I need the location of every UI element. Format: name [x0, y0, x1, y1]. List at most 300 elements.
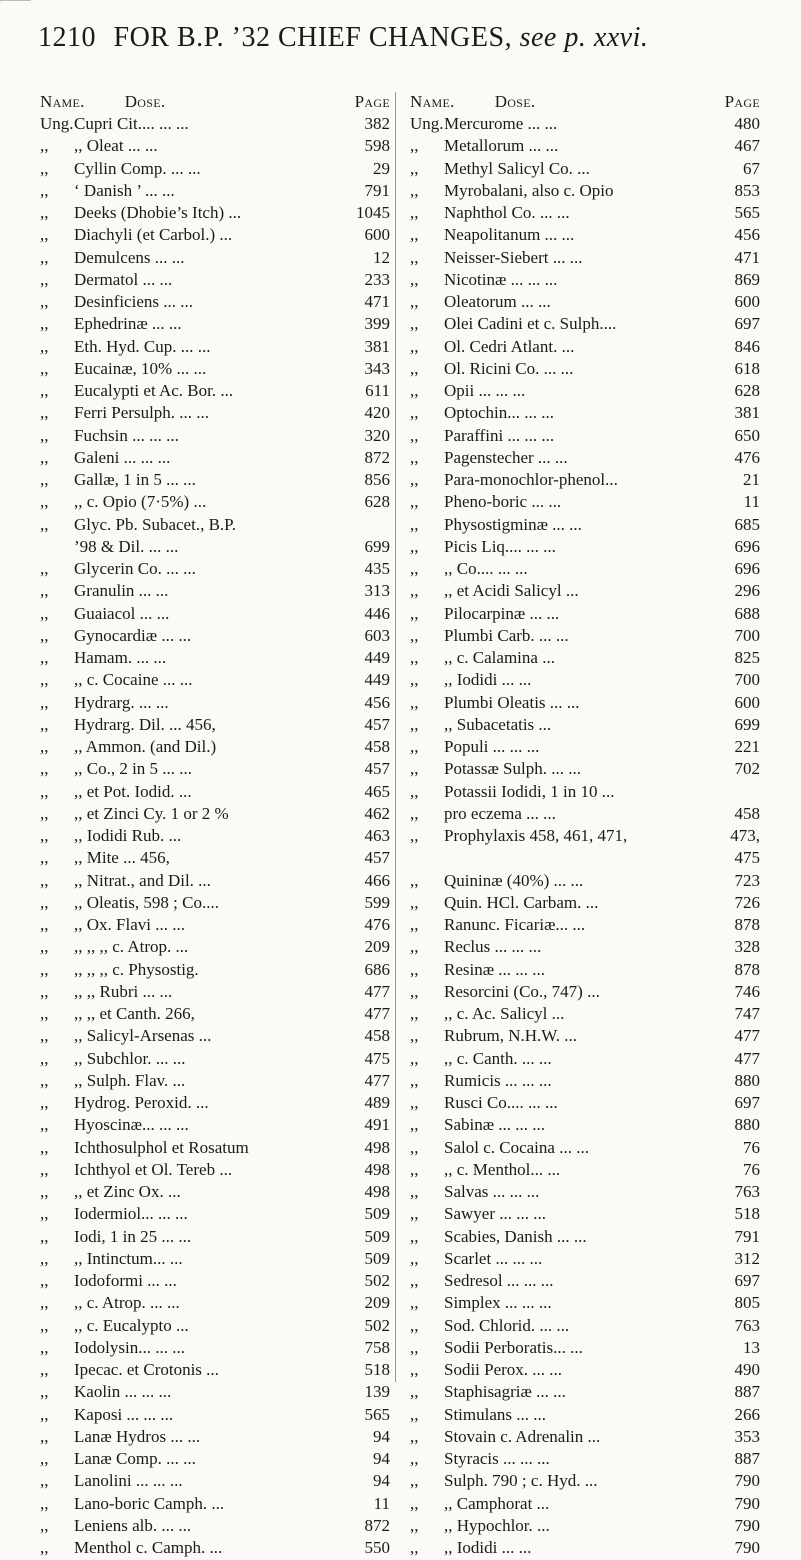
entry-page: 509 [364, 1248, 390, 1268]
entry-prefix: ,, [410, 447, 419, 467]
index-entry [410, 181, 760, 203]
entry-name: Eucainæ, 10% ... ... [74, 358, 207, 378]
entry-prefix: ,, [40, 559, 49, 578]
entry-page: 221 [734, 737, 760, 756]
index-entry [40, 782, 390, 804]
entry-prefix: ,, [40, 959, 49, 979]
left-column-header [40, 92, 390, 114]
entry-page: 457 [364, 848, 390, 868]
entry-name: Quininæ (40%) ... ... [444, 870, 584, 890]
entry-prefix: ,, [410, 892, 419, 912]
entry-page: 76 [743, 1159, 760, 1179]
index-entry [410, 403, 760, 425]
entry-name: Pheno-boric ... ... [444, 492, 562, 512]
entry-name: Plumbi Oleatis ... ... [444, 692, 580, 712]
entry-prefix: ,, [410, 826, 419, 845]
entry-prefix: ,, [410, 403, 419, 423]
entry-page: 490 [734, 1360, 760, 1379]
entry-name: ‘ Danish ’ ... ... [74, 180, 175, 200]
entry-page: 550 [364, 1538, 390, 1557]
entry-name: Neisser-Siebert ... ... [444, 247, 583, 267]
entry-prefix: ,, [40, 981, 49, 1001]
entry-prefix: ,, [40, 158, 49, 178]
entry-page: 618 [734, 358, 760, 378]
entry-name: Mercurome ... ... [444, 114, 558, 133]
entry-name: ,, Oleat ... ... [74, 136, 158, 156]
entry-page: 477 [364, 1004, 390, 1023]
entry-name: Ferri Persulph. ... ... [74, 403, 210, 423]
entry-name: Potassæ Sulph. ... ... [444, 759, 581, 779]
entry-prefix: ,, [410, 1159, 419, 1179]
entry-page: 790 [734, 1471, 760, 1491]
entry-page: 209 [364, 1293, 390, 1313]
entry-name: Ol. Ricini Co. ... ... [444, 358, 574, 378]
entry-prefix: ,, [40, 1538, 49, 1557]
entry-name: Hydrarg. Dil. ... 456, [74, 714, 216, 734]
entry-page: 509 [364, 1226, 390, 1246]
entry-prefix: ,, [410, 625, 419, 645]
entry-prefix: ,, [40, 714, 49, 734]
entry-name: Nicotinæ ... ... ... [444, 269, 558, 289]
entry-name: Scarlet ... ... ... [444, 1248, 543, 1268]
index-entry [40, 359, 390, 381]
header-dose: Dose. [124, 92, 166, 111]
entry-page: 600 [734, 692, 760, 712]
index-entry [40, 159, 390, 181]
entry-name: Pilocarpinæ ... ... [444, 603, 560, 623]
entry-name: Iodi, 1 in 25 ... ... [74, 1226, 192, 1246]
index-entry [410, 1160, 760, 1182]
entry-prefix: ,, [40, 336, 49, 356]
entry-prefix: ,, [40, 1026, 49, 1046]
entry-prefix: ,, [410, 1315, 419, 1335]
entry-prefix: ,, [410, 1093, 419, 1112]
index-entry [40, 492, 390, 514]
entry-page: 726 [734, 892, 760, 912]
index-entry [40, 1115, 390, 1137]
entry-prefix: ,, [410, 959, 419, 979]
entry-prefix: ,, [410, 1538, 419, 1557]
entry-name: ,, c. Ac. Salicyl ... [444, 1004, 565, 1023]
entry-prefix: Ung. [410, 114, 444, 133]
page-title: FOR B.P. ’32 CHIEF CHANGES, [113, 22, 513, 53]
entry-prefix: ,, [410, 670, 419, 690]
entry-name: Cupri Cit.... ... ... [74, 114, 189, 133]
entry-name: Para-monochlor-phenol... [444, 470, 618, 489]
entry-name: Eucalypti et Ac. Bor. ... [74, 381, 234, 400]
entry-name: ,, Iodidi ... ... [444, 1538, 532, 1557]
entry-name: ,, ,, et Canth. 266, [74, 1004, 195, 1023]
entry-name: Ichthyol et Ol. Tereb ... [74, 1159, 233, 1179]
entry-prefix: ,, [40, 1293, 49, 1313]
entry-page: 878 [734, 959, 760, 979]
entry-name: Naphthol Co. ... ... [444, 203, 570, 222]
index-entry [410, 225, 760, 247]
entry-name: Iodolysin... ... ... [74, 1337, 185, 1357]
entry-prefix: ,, [40, 937, 49, 957]
entry-name: Fuchsin ... ... ... [74, 425, 179, 445]
entry-page: 382 [364, 114, 390, 133]
index-entry [40, 826, 390, 848]
index-entry [410, 982, 760, 1004]
index-entry [40, 314, 390, 336]
entry-prefix: ,, [40, 625, 49, 645]
entry-name: Sodii Perboratis... ... [444, 1337, 583, 1357]
entry-page: 758 [364, 1337, 390, 1357]
entry-prefix: ,, [410, 1360, 419, 1379]
index-entry [40, 1071, 390, 1093]
entry-prefix: ,, [40, 180, 49, 200]
index-entry [40, 337, 390, 359]
entry-page: 209 [364, 937, 390, 957]
entry-name: ,, Co., 2 in 5 ... ... [74, 759, 193, 779]
entry-page: 498 [364, 1159, 390, 1179]
index-entry [410, 1494, 760, 1516]
index-entry [410, 804, 760, 826]
entry-page: 686 [364, 959, 390, 979]
entry-name: Methyl Salicyl Co. ... [444, 158, 590, 178]
index-entry [40, 604, 390, 626]
index-entry [40, 937, 390, 959]
entry-page: 791 [734, 1226, 760, 1246]
index-entry [410, 1427, 760, 1449]
entry-page: 456 [364, 692, 390, 712]
entry-page: 458 [364, 1026, 390, 1046]
entry-page: 723 [734, 870, 760, 890]
entry-page: 598 [364, 136, 390, 156]
entry-prefix: ,, [410, 559, 419, 578]
entry-page: 435 [364, 559, 390, 578]
entry-prefix: ,, [40, 1449, 49, 1468]
entry-prefix: ,, [40, 581, 49, 601]
entry-prefix: ,, [40, 1471, 49, 1491]
entry-prefix: ,, [40, 292, 49, 311]
index-entry [410, 960, 760, 982]
entry-name: Ephedrinæ ... ... [74, 314, 182, 334]
entry-prefix: ,, [40, 603, 49, 623]
index-entry [410, 581, 760, 603]
entry-name: ,, Intinctum... ... [74, 1248, 183, 1268]
entry-name: Resinæ ... ... ... [444, 959, 546, 979]
entry-page: 746 [734, 981, 760, 1001]
entry-page: 471 [734, 247, 760, 267]
entry-page: 462 [364, 803, 390, 823]
entry-name: Potassii Iodidi, 1 in 10 ... [444, 781, 615, 801]
entry-name: ,, Ox. Flavi ... ... [74, 915, 185, 934]
entry-page: 76 [743, 1137, 760, 1157]
index-entry [410, 448, 760, 470]
entry-page: 463 [364, 826, 390, 845]
entry-name: Hydrog. Peroxid. ... [74, 1093, 209, 1112]
entry-name: Neapolitanum ... ... [444, 225, 575, 245]
index-entry [40, 470, 390, 492]
entry-prefix: ,, [410, 1493, 419, 1513]
entry-page: 878 [734, 915, 760, 934]
entry-page: 477 [734, 1026, 760, 1046]
index-entry [40, 1494, 390, 1516]
entry-name: Physostigminæ ... ... [444, 514, 582, 534]
entry-prefix: ,, [40, 425, 49, 445]
entry-page: 869 [734, 269, 760, 289]
entry-name: ,, c. Opio (7·5%) ... [74, 492, 207, 512]
entry-page: 853 [734, 180, 760, 200]
entry-name: ,, c. Eucalypto ... [74, 1315, 189, 1335]
header-dose: Dose. [494, 92, 536, 111]
entry-prefix: ,, [410, 1382, 419, 1402]
entry-name: Lanæ Hydros ... ... [74, 1426, 201, 1446]
entry-prefix: ,, [40, 269, 49, 289]
entry-page: 12 [373, 247, 390, 267]
entry-page: 449 [364, 648, 390, 667]
entry-page: 880 [734, 1070, 760, 1090]
entry-name: ,, Iodidi Rub. ... [74, 826, 182, 845]
see-reference: see p. xxvi. [519, 22, 649, 53]
header-name: Name. [410, 92, 455, 111]
entry-name: Stimulans ... ... [444, 1404, 547, 1424]
index-entry [410, 1293, 760, 1315]
entry-name: ,, c. Calamina ... [444, 648, 555, 667]
index-entry [410, 1382, 760, 1404]
index-entry [410, 1138, 760, 1160]
entry-name: Gallæ, 1 in 5 ... ... [74, 470, 196, 489]
index-entry [410, 893, 760, 915]
entry-page: 696 [734, 559, 760, 578]
entry-page: 475 [364, 1048, 390, 1068]
header-page: Page [354, 92, 390, 111]
index-entry [410, 1471, 760, 1493]
entry-name: ,, Camphorat ... [444, 1493, 550, 1513]
entry-name: Kaolin ... ... ... [74, 1382, 172, 1402]
entry-prefix: ,, [40, 670, 49, 690]
entry-page: 565 [734, 203, 760, 222]
entry-name: Styracis ... ... ... [444, 1449, 550, 1468]
entry-page: 296 [734, 581, 760, 601]
entry-page: 489 [364, 1093, 390, 1112]
index-entry [410, 1026, 760, 1048]
entry-prefix: ,, [40, 136, 49, 156]
index-entry [410, 715, 760, 737]
entry-prefix: ,, [410, 581, 419, 601]
index-entry [40, 1360, 390, 1382]
entry-prefix: ,, [40, 1093, 49, 1112]
index-entry [410, 1204, 760, 1226]
entry-prefix: ,, [410, 981, 419, 1001]
index-entry [40, 715, 390, 737]
entry-name: Prophylaxis 458, 461, 471, [444, 826, 628, 845]
index-entry [40, 381, 390, 403]
entry-page: 343 [364, 358, 390, 378]
entry-page: 13 [743, 1337, 760, 1357]
index-entry [410, 270, 760, 292]
index-entry [40, 848, 390, 870]
entry-prefix: ,, [40, 1159, 49, 1179]
entry-name: Kaposi ... ... ... [74, 1404, 174, 1424]
entry-name: ,, c. Canth. ... ... [444, 1048, 552, 1068]
entry-page: 328 [734, 937, 760, 957]
index-entry [40, 1160, 390, 1182]
index-entry [40, 225, 390, 247]
entry-name: Salol c. Cocaina ... ... [444, 1137, 589, 1157]
entry-prefix: ,, [40, 870, 49, 890]
index-entry [410, 314, 760, 336]
entry-name: Hyoscinæ... ... ... [74, 1115, 189, 1135]
entry-prefix: ,, [40, 1426, 49, 1446]
entry-name: pro eczema ... ... [444, 803, 556, 823]
index-entry [410, 848, 760, 870]
entry-prefix: ,, [410, 648, 419, 667]
entry-page: 763 [734, 1182, 760, 1201]
entry-prefix: ,, [40, 803, 49, 823]
entry-page: 791 [364, 180, 390, 200]
index-entry [40, 1427, 390, 1449]
entry-prefix: ,, [410, 1471, 419, 1491]
index-entry [40, 1026, 390, 1048]
entry-page: 498 [364, 1137, 390, 1157]
entry-page: 476 [734, 447, 760, 467]
entry-page: 465 [364, 781, 390, 801]
entry-page: 94 [373, 1449, 390, 1468]
entry-name: Lanæ Comp. ... ... [74, 1449, 196, 1468]
index-entry [410, 1071, 760, 1093]
entry-prefix: ,, [410, 692, 419, 712]
index-entry [40, 1004, 390, 1026]
index-entry [40, 626, 390, 648]
entry-page: 628 [364, 492, 390, 512]
entry-page: 688 [734, 603, 760, 623]
index-entry [410, 114, 760, 136]
entry-name: Rusci Co.... ... ... [444, 1093, 558, 1112]
entry-name: Salvas ... ... ... [444, 1182, 540, 1201]
entry-name: Ichthosulphol et Rosatum [74, 1137, 249, 1157]
index-entry [40, 1338, 390, 1360]
entry-prefix: ,, [410, 225, 419, 245]
index-entry [410, 670, 760, 692]
entry-name: Menthol c. Camph. ... [74, 1538, 223, 1557]
entry-page: 872 [364, 447, 390, 467]
page-header [38, 22, 778, 54]
entry-page: 458 [734, 803, 760, 823]
entry-page: 449 [364, 670, 390, 690]
entry-prefix: ,, [40, 358, 49, 378]
entry-prefix: ,, [410, 737, 419, 756]
index-entry [410, 381, 760, 403]
entry-name: Simplex ... ... ... [444, 1293, 552, 1313]
entry-prefix: ,, [410, 1048, 419, 1068]
entry-name: Glyc. Pb. Subacet., B.P. [74, 514, 236, 534]
index-entry [410, 1360, 760, 1382]
index-entry [40, 1538, 390, 1560]
entry-name: ,, et Acidi Salicyl ... [444, 581, 579, 601]
entry-page: 312 [734, 1248, 760, 1268]
entry-name: Cyllin Comp. ... ... [74, 158, 201, 178]
entry-page: 420 [364, 403, 390, 423]
index-entry [410, 426, 760, 448]
entry-page: 856 [364, 470, 390, 489]
entry-prefix: ,, [410, 425, 419, 445]
entry-name: Sod. Chlorid. ... ... [444, 1315, 570, 1335]
entry-prefix: ,, [410, 1293, 419, 1313]
index-entry [40, 1471, 390, 1493]
entry-name: Plumbi Carb. ... ... [444, 625, 569, 645]
entry-page: 381 [364, 336, 390, 356]
entry-page: 699 [734, 714, 760, 734]
index-entry [410, 782, 760, 804]
entry-name: ,, Subacetatis ... [444, 714, 552, 734]
index-entry [40, 181, 390, 203]
entry-prefix: ,, [410, 1449, 419, 1468]
index-entry [410, 1538, 760, 1560]
index-entry [410, 1182, 760, 1204]
entry-page: 266 [734, 1404, 760, 1424]
index-entry [410, 1093, 760, 1115]
entry-prefix: ,, [410, 1515, 419, 1535]
index-entry [40, 203, 390, 225]
entry-prefix: ,, [40, 1182, 49, 1201]
entry-prefix: ,, [40, 1004, 49, 1023]
entry-page: 697 [734, 314, 760, 334]
entry-name: Ol. Cedri Atlant. ... [444, 336, 575, 356]
entry-name: Gynocardiæ ... ... [74, 625, 192, 645]
index-entry [40, 1204, 390, 1226]
entry-page: 94 [373, 1471, 390, 1491]
entry-page: 477 [734, 1048, 760, 1068]
entry-page: 697 [734, 1271, 760, 1290]
entry-page: 467 [734, 136, 760, 156]
entry-name: Eth. Hyd. Cup. ... ... [74, 336, 211, 356]
entry-name: Quin. HCl. Carbam. ... [444, 892, 599, 912]
entry-page: 702 [734, 759, 760, 779]
index-entry [40, 1516, 390, 1538]
entry-prefix: ,, [40, 848, 49, 868]
entry-name: Populi ... ... ... [444, 737, 540, 756]
entry-prefix: ,, [40, 1204, 49, 1224]
entry-page: 67 [743, 158, 760, 178]
entry-name: ,, ,, ,, c. Physostig. [74, 959, 199, 979]
entry-page: 466 [364, 870, 390, 890]
index-entry [410, 537, 760, 559]
entry-prefix: ,, [40, 1515, 49, 1535]
entry-name: Optochin... ... ... [444, 403, 555, 423]
entry-name: Pagenstecher ... ... [444, 447, 568, 467]
entry-prefix: ,, [40, 1070, 49, 1090]
index-entry [40, 1093, 390, 1115]
entry-prefix: ,, [410, 781, 419, 801]
index-entry [410, 337, 760, 359]
entry-name: ,, Oleatis, 598 ; Co.... [74, 892, 219, 912]
index-entry [410, 1271, 760, 1293]
entry-prefix: ,, [40, 737, 49, 756]
entry-name: Desinficiens ... ... [74, 292, 193, 311]
entry-prefix: ,, [410, 915, 419, 934]
entry-prefix: ,, [410, 1404, 419, 1424]
entry-name: Rumicis ... ... ... [444, 1070, 552, 1090]
index-entry [410, 826, 760, 848]
entry-name: Iodermiol... ... ... [74, 1204, 188, 1224]
entry-page: 600 [734, 292, 760, 311]
entry-prefix: ,, [410, 1226, 419, 1246]
entry-name: Hydrarg. ... ... [74, 692, 169, 712]
entry-prefix: ,, [40, 1048, 49, 1068]
entry-prefix: ,, [40, 447, 49, 467]
entry-page: 399 [364, 314, 390, 334]
right-column [410, 92, 760, 1560]
entry-page: 518 [734, 1204, 760, 1224]
entry-name: ,, ,, ,, c. Atrop. ... [74, 937, 189, 957]
header-name: Name. [40, 92, 85, 111]
entry-name: Granulin ... ... [74, 581, 169, 601]
entry-name: Hamam. ... ... [74, 648, 167, 667]
index-entry [40, 426, 390, 448]
